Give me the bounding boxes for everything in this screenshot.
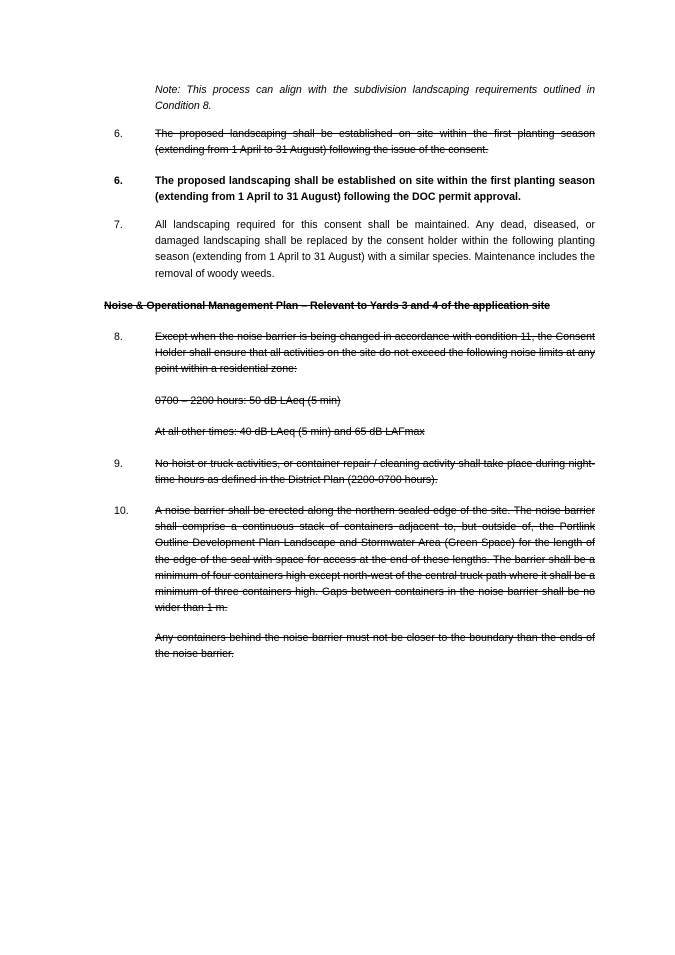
condition-10-deleted: [114, 503, 595, 616]
condition-number: 9.: [114, 458, 123, 470]
condition-6-deleted: [114, 126, 595, 158]
condition-7: [114, 217, 595, 282]
condition-text: Except when the noise barrier is being changed in accordance with condition 11, the Consent Holder shall ensure that all activities on the site do not exceed the following noise limits at any point within a residential zone:: [155, 331, 595, 376]
landscaping-note: Note: This process can align with the subdivision landscaping requirements outlined in Condition 8.: [155, 84, 595, 113]
condition-number: 7.: [114, 219, 123, 231]
condition-text: The proposed landscaping shall be established on site within the first planting season (extending from 1 April to 31 August) following the DOC permit approval.: [155, 175, 595, 204]
condition-number: 8.: [114, 331, 123, 343]
condition-text: No hoist or truck activities, or container repair / cleaning activity shall take place during night-time hours as defined in the District Plan (2200-0700 hours).: [155, 458, 595, 487]
barrier-note: Any containers behind the noise barrier must not be closer to the boundary than the ends of the noise barrier.: [155, 632, 595, 661]
condition-text: A noise barrier shall be erected along the northern sealed edge of the site. The noise barrier shall comprise a continuous stack of containers adjacent to, but outside of, the Portlink Outline Development Plan Landscape and Stormwater Area (Green Space) for the length of the edge of the seal with space for access at the end of these lengths. The barrier shall be a minimum of four containers high except north-west of the central truck path where it shall be a minimum of three containers high. Gaps between containers in the noise barrier shall be no wider than 1 m.: [155, 505, 595, 615]
condition-8-deleted: [114, 329, 595, 378]
condition-text: All landscaping required for this consent shall be maintained. Any dead, diseased, or damaged landscaping shall be replaced by the consent holder within the following planting season (extending from 1 April to 31 August) with a similar species. Maintenance includes the removal of woody weeds.: [155, 219, 595, 280]
noise-limit-other: At all other times: 40 dB LAeq (5 min) and 65 dB LAFmax: [155, 426, 425, 438]
condition-9-deleted: [114, 456, 595, 488]
condition-6-new: [114, 173, 595, 205]
condition-number: 6.: [114, 128, 123, 140]
noise-limit-day: 0700 – 2200 hours: 50 dB LAeq (5 min): [155, 395, 341, 407]
condition-text: The proposed landscaping shall be established on site within the first planting season (extending from 1 April to 31 August) following the issue of the consent.: [155, 128, 595, 157]
condition-number: 10.: [114, 505, 129, 517]
section-heading: Noise & Operational Management Plan – Relevant to Yards 3 and 4 of the application site: [104, 300, 551, 312]
condition-number: 6.: [114, 175, 123, 187]
